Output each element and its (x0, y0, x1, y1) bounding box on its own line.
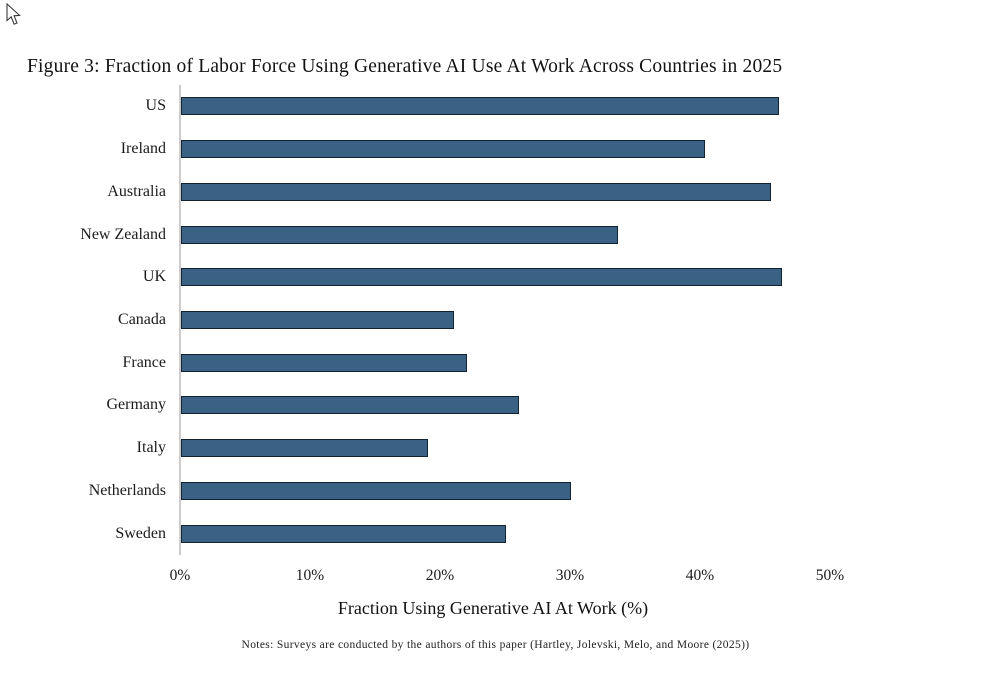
x-tick-label-20: 20% (425, 567, 455, 584)
category-label-sweden: Sweden (115, 524, 166, 542)
category-label-netherlands: Netherlands (88, 481, 166, 499)
bar-us (181, 97, 779, 115)
figure-notes: Notes: Surveys are conducted by the authors of this paper (Hartley, Jolevski, Melo, and Moore (2025)) (241, 639, 750, 651)
bar-germany (181, 396, 519, 414)
bar-netherlands (181, 482, 571, 500)
mouse-cursor-icon (6, 3, 21, 26)
category-label-uk: UK (142, 268, 166, 286)
figure-title: Figure 3: Fraction of Labor Force Using Generative AI Use At Work Across Countries in 2025 (27, 56, 783, 77)
bar-uk (181, 268, 782, 286)
x-tick-label-40: 40% (685, 567, 715, 584)
bar-canada (181, 311, 454, 329)
category-label-ireland: Ireland (120, 140, 166, 158)
bar-new-zealand (181, 226, 618, 244)
category-label-australia: Australia (107, 182, 166, 200)
category-label-france: France (122, 353, 166, 371)
bar-sweden (181, 525, 506, 543)
category-label-canada: Canada (118, 311, 166, 328)
category-label-italy: Italy (136, 439, 166, 457)
x-axis-label: Fraction Using Generative AI At Work (%) (337, 598, 649, 618)
bar-australia (181, 183, 771, 201)
bar-italy (181, 439, 428, 457)
x-tick-label-0: 0% (169, 567, 191, 584)
x-tick-label-10: 10% (295, 567, 325, 584)
x-tick-label-50: 50% (815, 567, 845, 584)
x-tick-label-30: 30% (555, 567, 585, 584)
category-label-us: US (145, 97, 166, 115)
bar-ireland (181, 140, 705, 158)
category-label-germany: Germany (106, 396, 166, 414)
category-label-new-zealand: New Zealand (80, 225, 166, 243)
bar-france (181, 354, 467, 372)
